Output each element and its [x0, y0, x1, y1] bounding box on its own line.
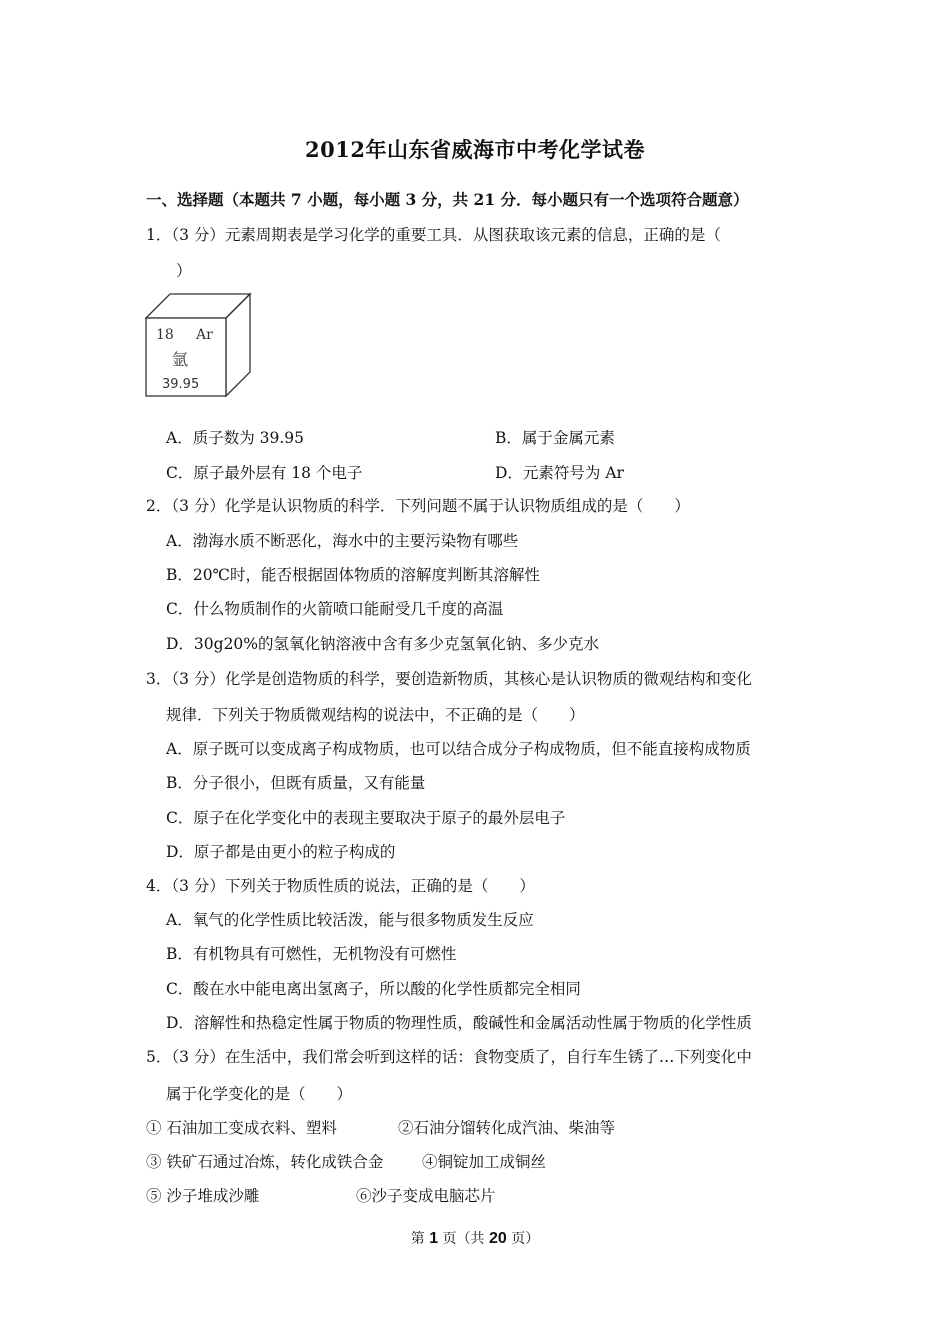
q2-option-a: A．渤海水质不断恶化，海水中的主要污染物有哪些 [166, 532, 519, 550]
q4-option-c: C．酸在水中能电离出氢离子，所以酸的化学性质都完全相同 [166, 980, 581, 998]
footer-prefix: 第 [410, 1231, 430, 1247]
q1-option-d: D．元素符号为 Ar [495, 464, 624, 482]
q3-stem: 3．（3 分）化学是创造物质的科学，要创造新物质，其核心是认识物质的微观结构和变化 [146, 670, 752, 688]
q1-stem: 1．（3 分）元素周期表是学习化学的重要工具．从图获取该元素的信息，正确的是（ [146, 226, 721, 244]
element-symbol: Ar [196, 327, 213, 343]
q5-item-6: ⑥沙子变成电脑芯片 [356, 1187, 496, 1205]
q4-option-a: A．氧气的化学性质比较活泼，能与很多物质发生反应 [166, 911, 534, 929]
q4-option-d: D．溶解性和热稳定性属于物质的物理性质，酸碱性和金属活动性属于物质的化学性质 [166, 1014, 752, 1032]
q5-item-2: ②石油分馏转化成汽油、柴油等 [398, 1119, 616, 1137]
element-card-figure [144, 292, 254, 398]
q3-option-b: B．分子很小，但既有质量，又有能量 [166, 774, 426, 792]
element-cube-drawing [144, 292, 254, 398]
element-name: 氩 [172, 350, 189, 369]
q5-item-5: ⑤ 沙子堆成沙雕 [146, 1187, 260, 1205]
q5-stem-cont: 属于化学变化的是（ ） [166, 1085, 353, 1103]
q5-item-4: ④铜锭加工成铜丝 [422, 1153, 547, 1171]
footer-total-pages: 20 [489, 1230, 507, 1247]
q4-option-b: B．有机物具有可燃性，无机物没有可燃性 [166, 945, 457, 963]
footer-suffix: 页） [506, 1231, 540, 1247]
q2-option-b: B．20℃时，能否根据固体物质的溶解度判断其溶解性 [166, 566, 540, 584]
q1-option-c: C．原子最外层有 18 个电子 [166, 464, 363, 482]
q2-stem: 2．（3 分）化学是认识物质的科学．下列问题不属于认识物质组成的是（ ） [146, 497, 690, 515]
q3-stem-cont: 规律．下列关于物质微观结构的说法中，不正确的是（ ） [166, 706, 585, 724]
q5-item-3: ③ 铁矿石通过冶炼，转化成铁合金 [146, 1153, 384, 1171]
page-footer [0, 1228, 950, 1248]
q5-item-1: ① 石油加工变成衣料、塑料 [146, 1119, 337, 1137]
q1-option-a: A．质子数为 39.95 [166, 429, 304, 447]
q1-stem-cont: ） [176, 262, 192, 280]
footer-page-number: 1 [429, 1230, 439, 1247]
section-heading: 一、选择题（本题共 7 小题，每小题 3 分，共 21 分．每小题只有一个选项符合题意） [146, 190, 749, 209]
q3-option-c: C．原子在化学变化中的表现主要取决于原子的最外层电子 [166, 809, 566, 827]
element-mass: 39.95 [162, 377, 200, 392]
q3-option-d: D．原子都是由更小的粒子构成的 [166, 843, 396, 861]
q2-option-d: D．30g20%的氢氧化钠溶液中含有多少克氢氧化钠、多少克水 [166, 635, 600, 653]
q4-stem: 4．（3 分）下列关于物质性质的说法，正确的是（ ） [146, 877, 535, 895]
q5-stem: 5．（3 分）在生活中，我们常会听到这样的话：食物变质了，自行车生锈了…下列变化中 [146, 1048, 752, 1066]
footer-middle: 页（共 [438, 1231, 489, 1247]
q2-option-c: C．什么物质制作的火箭喷口能耐受几千度的高温 [166, 600, 504, 618]
exam-title: 2012年山东省威海市中考化学试卷 [305, 137, 645, 162]
q1-option-b: B．属于金属元素 [495, 429, 615, 447]
element-atomic-number: 18 [156, 327, 174, 343]
q3-option-a: A．原子既可以变成离子构成物质，也可以结合成分子构成物质，但不能直接构成物质 [166, 740, 751, 758]
